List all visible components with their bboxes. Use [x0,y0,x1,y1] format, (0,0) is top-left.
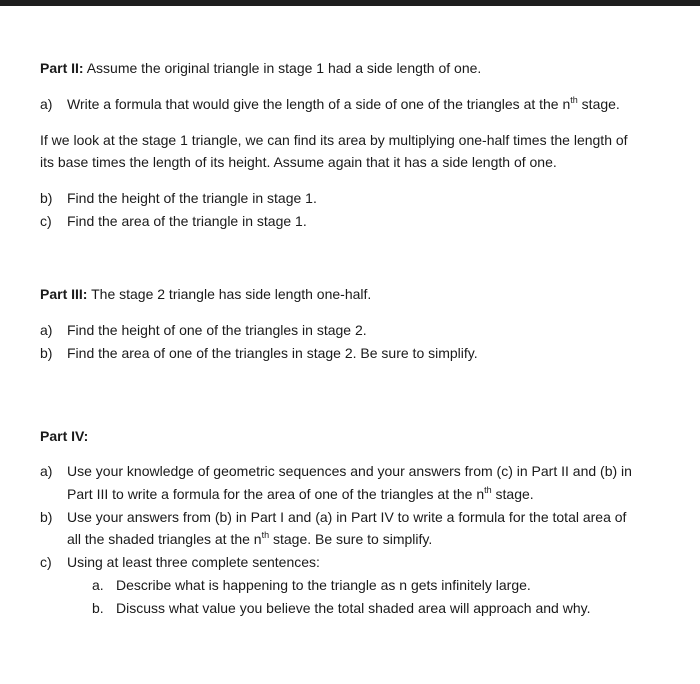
part4-a-line2-after: stage. [491,486,534,502]
part4-b-line1: Use your answers from (b) in Part I and (a) in Part IV to write a formula for the total area of [67,509,627,525]
part4-b-line2-before: all the shaded triangles at the n [67,531,262,547]
part2-a-text-after: stage. [577,96,620,112]
part4-b-sup: th [261,530,270,540]
part2-a-text-before: Write a formula that would give the length of a side of one of the triangles at the n [67,96,571,112]
part4-item-a-line2 [67,485,534,504]
part3-item-b [40,344,478,363]
part4-a-sup: th [484,485,492,495]
part2-intro-text: Assume the original triangle in stage 1 had a side length of one. [86,60,482,76]
part2-a-sup: th [570,95,578,105]
part3-title: Part III: [40,286,88,302]
part3-item-a [40,321,367,340]
part2-b-text: Find the height of the triangle in stage 1. [67,190,317,206]
part4-c-text: Using at least three complete sentences: [67,554,320,570]
part4-c-subitem-b [92,599,590,618]
part4-c-marker: c) [40,554,52,570]
part2-paragraph-line1: If we look at the stage 1 triangle, we can find its area by multiplying one-half times the length of [40,132,628,148]
part3-a-text: Find the height of one of the triangles in stage 2. [67,322,367,338]
part4-a-line2-before: Part III to write a formula for the area of one of the triangles at the n [67,486,485,502]
part2-item-b [40,189,317,208]
part2-c-text: Find the area of the triangle in stage 1. [67,213,307,229]
part2-a-marker: a) [40,96,53,112]
part2-b-marker: b) [40,190,53,206]
part2-item-a [40,95,620,114]
part2-title: Part II: [40,60,84,76]
part2-item-c [40,212,307,231]
part3-b-marker: b) [40,345,53,361]
part3-b-text: Find the area of one of the triangles in stage 2. Be sure to simplify. [67,345,478,361]
part2-c-marker: c) [40,213,52,229]
part4-b-line2-after: stage. Be sure to simplify. [269,531,433,547]
part4-c-sub-b-marker: b. [92,600,104,616]
part4-item-a-line1 [40,462,632,481]
part4-b-marker: b) [40,509,53,525]
part4-title: Part IV: [40,428,89,444]
part4-c-sub-a-text: Describe what is happening to the triangle as n gets infinitely large. [116,577,531,593]
part4-c-subitem-a [92,576,531,595]
part3-a-marker: a) [40,322,53,338]
part4-c-sub-b-text: Discuss what value you believe the total shaded area will approach and why. [116,600,591,616]
part4-item-b-line2 [67,530,432,549]
part4-a-line1: Use your knowledge of geometric sequences and your answers from (c) in Part II and (b) in [67,463,632,479]
part2-paragraph-line2: its base times the length of its height. Assume again that it has a side length of one. [40,154,557,170]
part2-intro [40,59,481,78]
part3-intro-text: The stage 2 triangle has side length one-half. [91,286,372,302]
part4-c-sub-a-marker: a. [92,577,104,593]
part4-item-c [40,553,320,572]
part4-item-b-line1 [40,508,626,527]
part3-intro [40,285,371,304]
part4-a-marker: a) [40,463,53,479]
